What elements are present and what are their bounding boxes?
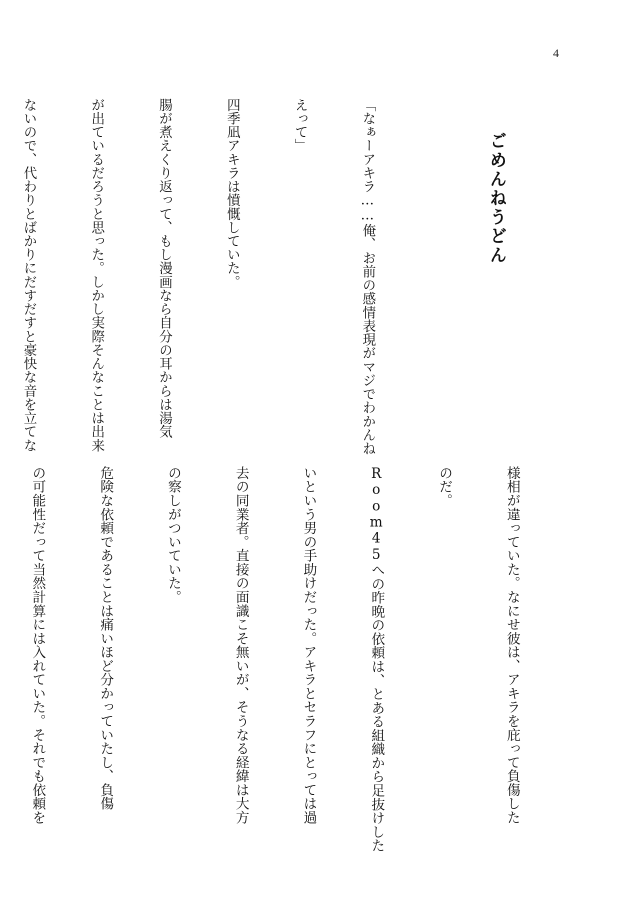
lower-text-block bbox=[29, 466, 568, 853]
title-spacer bbox=[423, 98, 439, 468]
upper-text-block bbox=[20, 98, 552, 468]
text-line: 「なぁーアキラ……俺、お前の感情表現がマジでわかんね bbox=[359, 98, 375, 456]
text-line: 四季凪アキラは憤慨していた。 bbox=[224, 98, 240, 289]
text-line: えって」 bbox=[292, 98, 308, 153]
text-line: Room45への昨晩の依頼は、とある組織から足抜けした bbox=[368, 466, 385, 853]
chapter-title: ごめんねうどん bbox=[485, 132, 506, 265]
text-line: 危険な依頼であることは痛いほど分かっていたし、負傷 bbox=[97, 466, 114, 811]
text-line: 腸が煮えくり返って、もし漫画なら自分の耳からは湯気 bbox=[156, 98, 172, 439]
text-line: のだ。 bbox=[436, 466, 453, 508]
text-line: いという男の手助けだった。アキラとセラフにとっては過 bbox=[300, 466, 317, 825]
text-line: 去の同業者。直接の面識こそ無いが、そうなる経緯は大方 bbox=[232, 466, 249, 825]
text-line: の可能性だって当然計算には入れていた。それでも依頼を bbox=[29, 466, 46, 825]
text-line: ないので、代わりとばかりにだすだすと豪快な音を立てな bbox=[20, 98, 36, 453]
text-line: が出ているだろうと思った。しかし実際そんなことは出来 bbox=[88, 98, 104, 453]
text-line: の察しがついていた。 bbox=[164, 466, 181, 604]
page-number: 4 bbox=[553, 46, 559, 60]
text-line: 様相が違っていた。なにせ彼は、アキラを庇って負傷した bbox=[503, 466, 520, 825]
